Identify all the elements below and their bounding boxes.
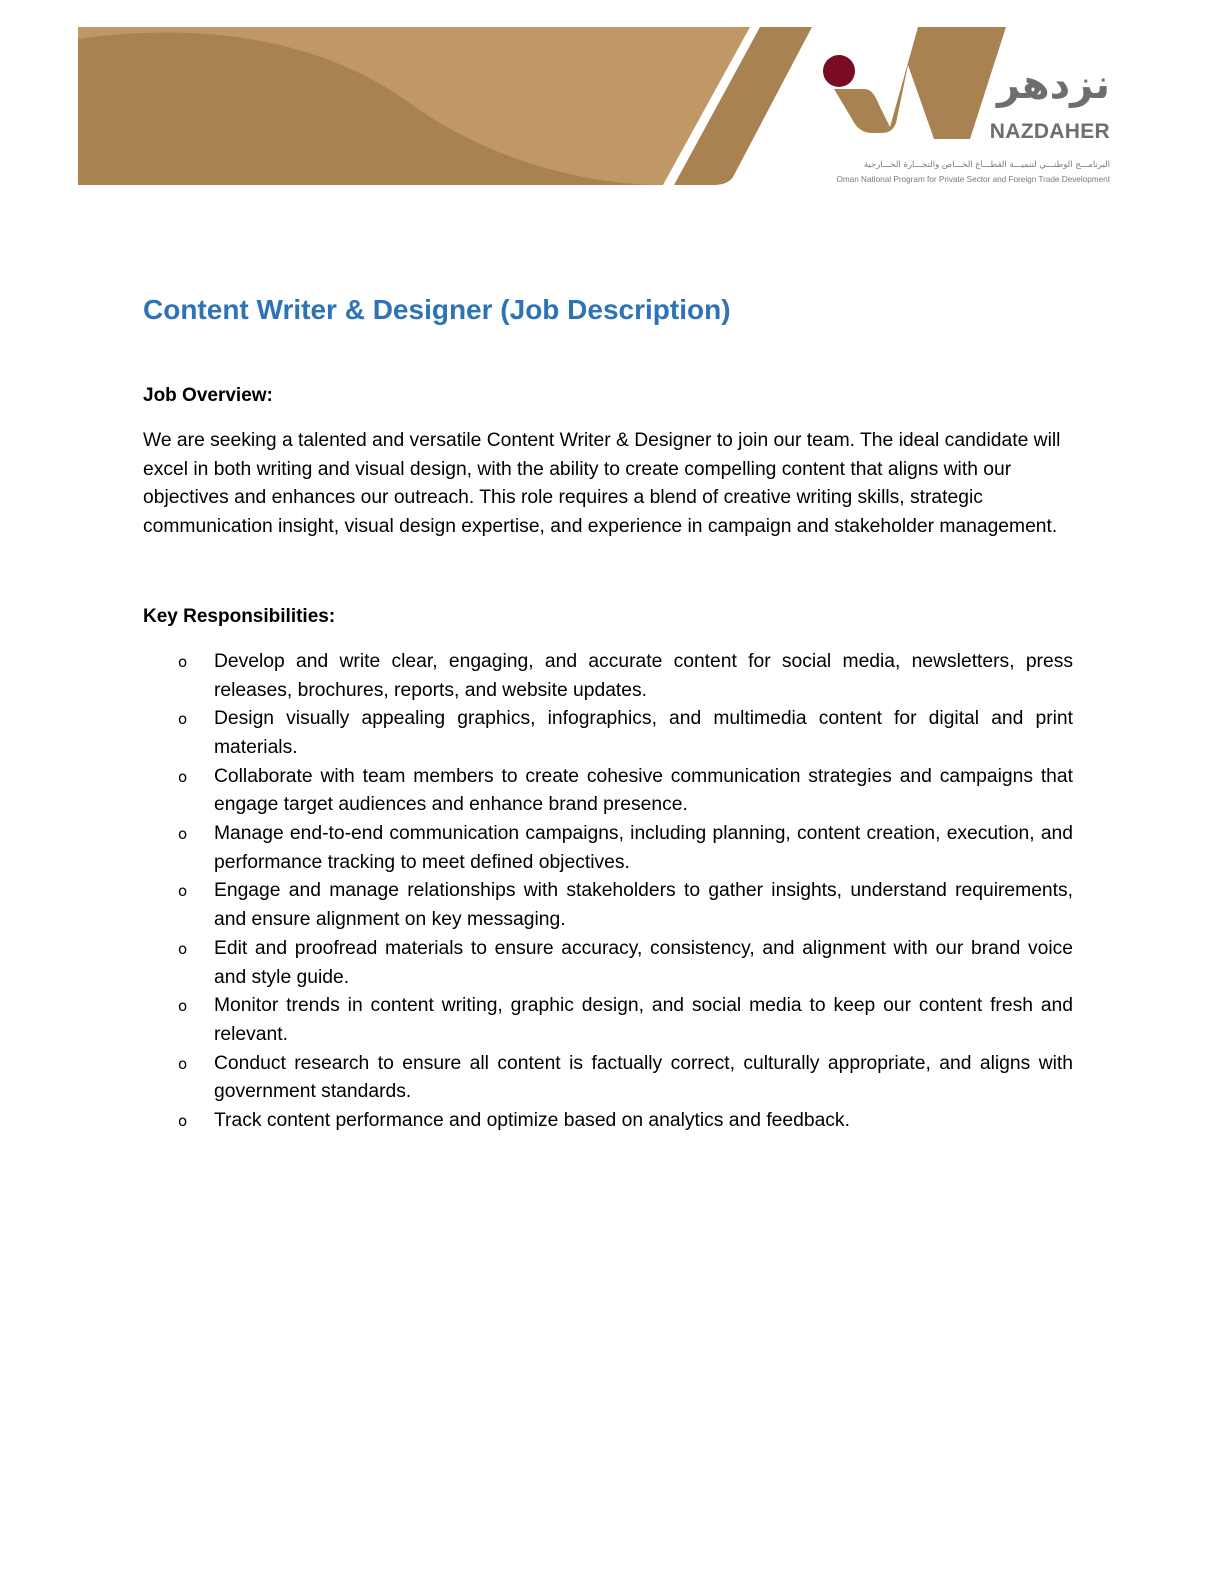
list-item bbox=[143, 1107, 1073, 1136]
bullet-icon: o bbox=[178, 939, 188, 958]
bullet-icon: o bbox=[178, 710, 188, 729]
responsibilities-list bbox=[143, 648, 1073, 1136]
logo-latin-wordmark: NAZDAHER bbox=[989, 120, 1110, 143]
list-item-text: Design visually appealing graphics, infographics, and multimedia content for digital and print materials. bbox=[214, 708, 1073, 758]
bullet-icon: o bbox=[178, 882, 188, 901]
list-item-text: Conduct research to ensure all content is factually correct, culturally appropriate, and aligns with government standards. bbox=[214, 1052, 1073, 1103]
bullet-icon: o bbox=[178, 652, 188, 671]
list-item bbox=[143, 1050, 1073, 1107]
nazdaher-logo bbox=[816, 27, 1116, 192]
list-item bbox=[143, 992, 1073, 1049]
list-item bbox=[143, 877, 1073, 934]
list-item-text: Manage end-to-end communication campaigns, including planning, content creation, execution, and performance tracking to meet defined objectives. bbox=[214, 823, 1073, 873]
list-item bbox=[143, 935, 1073, 992]
list-item bbox=[143, 763, 1073, 820]
bullet-icon: o bbox=[178, 997, 188, 1016]
logo-tagline-arabic: البرنامـــج الوطنـــي لتنميـــة القطـــاع الخـــاص والتجـــارة الخـــارجية bbox=[863, 160, 1110, 170]
bullet-icon: o bbox=[178, 1054, 188, 1073]
bullet-icon: o bbox=[178, 767, 188, 786]
list-item-text: Track content performance and optimize based on analytics and feedback. bbox=[214, 1110, 850, 1132]
overview-heading: Job Overview: bbox=[143, 385, 273, 406]
page-title: Content Writer & Designer (Job Description) bbox=[143, 294, 731, 325]
list-item-text: Develop and write clear, engaging, and accurate content for social media, newsletters, press releases, brochures, reports, and website updates. bbox=[214, 650, 1073, 701]
list-item-text: Edit and proofread materials to ensure accuracy, consistency, and alignment with our brand voice and style guide. bbox=[214, 937, 1073, 988]
list-item-text: Engage and manage relationships with stakeholders to gather insights, understand requirements, and ensure alignment on key messaging. bbox=[214, 880, 1073, 931]
document-body bbox=[143, 290, 1073, 1136]
logo-arabic-wordmark: نزدهر bbox=[996, 62, 1110, 108]
logo-tagline-english: Oman National Program for Private Sector and Foreign Trade Development bbox=[836, 175, 1110, 184]
list-item-text: Monitor trends in content writing, graphic design, and social media to keep our content fresh and relevant. bbox=[214, 995, 1073, 1045]
responsibilities-heading: Key Responsibilities: bbox=[143, 605, 336, 627]
list-item bbox=[143, 820, 1073, 877]
list-item bbox=[143, 648, 1073, 705]
bullet-icon: o bbox=[178, 825, 188, 844]
list-item-text: Collaborate with team members to create cohesive communication strategies and campaigns that engage target audiences and enhance brand presence. bbox=[214, 765, 1073, 816]
list-item bbox=[143, 705, 1073, 762]
overview-paragraph: We are seeking a talented and versatile Content Writer & Designer to join our team. The ideal candidate will excel in both writing and visual design, with the ability to create compelling content that aligns with our objectives and enhances our outreach. This role requires a blend of creative writing skills, strategic communication insight, visual design expertise, and experience in campaign and stakeholder management. bbox=[143, 430, 1061, 538]
bullet-icon: o bbox=[178, 1112, 188, 1131]
